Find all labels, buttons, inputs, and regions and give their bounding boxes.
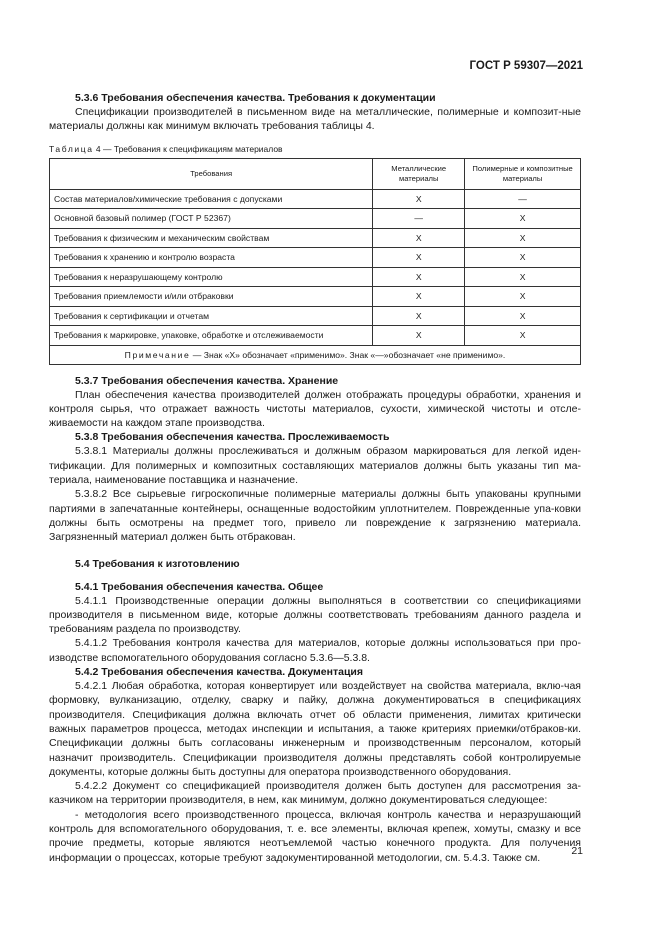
section-heading-5-4-1: 5.4.1 Требования обеспечения качества. Общее — [75, 580, 324, 593]
requirements-table — [49, 158, 581, 365]
paragraph: 5.3.8.2 Все сырьевые гигроскопичные полимерные материалы должны быть упакованы крупными партиями в запечатанные контейнеры, оснащенные водостойким уплотнителем. Поврежденные упа-ковки должны быть осмотрены на предмет того, привело ли повреждение к загрязнению материала. Загрязненный материал должен быть отбракован. — [49, 488, 581, 544]
paragraph: 5.4.2.2 Документ со спецификацией производителя должен быть доступен для рассмотрения за-казчиком на территории производителя, в нем, как минимум, должно документироваться следующее: — [49, 780, 581, 807]
table-caption-text: 4 — Требования к спецификациям материалов — [95, 143, 283, 154]
section-heading-5-4: 5.4 Требования к изготовлению — [75, 557, 240, 570]
table-cell: X — [465, 209, 581, 229]
table-cell: Требования к неразрушающему контролю — [50, 267, 373, 287]
table-caption — [49, 144, 581, 154]
table-row — [50, 326, 581, 346]
table-cell: X — [373, 228, 465, 248]
table-cell: Состав материалов/химические требования с допусками — [50, 189, 373, 209]
table-cell: Требования к маркировке, упаковке, обработке и отслеживаемости — [50, 326, 373, 346]
table-cell: Основной базовый полимер (ГОСТ Р 52367) — [50, 209, 373, 229]
table-cell: X — [373, 287, 465, 307]
page-number: 21 — [571, 845, 583, 857]
list-item: - методология всего производственного процесса, включая контроль качества и неразрушающий контроль для вспомогательного оборудования, т. е. все элементы, включая крепеж, хомуты, смазку и все прочие предметы, которые являются неотъемлемой частью конечного продукта. Для получения информации о процессах, которые требуют задокументированной методологии, см. 5.4.3. Также см. — [49, 808, 581, 864]
table-row — [50, 287, 581, 307]
table-cell: X — [373, 306, 465, 326]
table-cell: X — [373, 189, 465, 209]
table-cell: X — [465, 248, 581, 268]
table-header-row — [50, 158, 581, 189]
paragraph: План обеспечения качества производителей должен отображать процедуры обработки, хранения и контроля сырья, что отражает важность чистоты материалов, сухости, химической чистоты и отсле-живаемости на каждом этапе производства. — [49, 388, 581, 430]
table-cell: Требования к физическим и механическим свойствам — [50, 228, 373, 248]
page-content — [49, 91, 581, 865]
table-note-row — [50, 345, 581, 364]
paragraph: 5.4.2.1 Любая обработка, которая конвертирует или воздействует на свойства материала, вклю-чая формовку, вулканизацию, отделку, сварку и пайку, должна документироваться в спецификациях производителя. Спецификация должна включать отчет об области применения, лимитах критически важных параметров процесса, методах инспекции и испытания, а также критериях приемки/отбраков-ки. Спецификации должны быть согласованы инженерным и производственным персоналом, который назначит производитель. Спецификации производителя должны представлять собой контролируемые документы, которые должны быть доступны для оператора производственного оборудования. — [49, 680, 581, 778]
table-cell: Требования приемлемости и/или отбраковки — [50, 287, 373, 307]
standard-code: ГОСТ Р 59307—2021 — [469, 60, 583, 72]
table-row — [50, 267, 581, 287]
paragraph: 5.3.8.1 Материалы должны прослеживаться и должным образом маркироваться для легкой иден-тификации. Для полимерных и композитных составляющих материалов должны быть указаны тип ма-териала, наименование поставщика и назначение. — [49, 445, 581, 487]
table-cell: X — [373, 267, 465, 287]
paragraph: Спецификации производителей в письменном виде на металлические, полимерные и композит-ные материалы должны как минимум включать требования таблицы 4. — [49, 106, 581, 133]
table-row — [50, 248, 581, 268]
section-heading-5-3-6: 5.3.6 Требования обеспечения качества. Требования к документации — [75, 92, 436, 104]
table-cell: X — [465, 267, 581, 287]
section-heading-5-4-2: 5.4.2 Требования обеспечения качества. Документация — [75, 666, 363, 679]
header-metal: Металлические материалы — [373, 158, 465, 189]
table-caption-prefix: Таблица — [49, 143, 94, 154]
table-cell: — — [373, 209, 465, 229]
section-heading-5-3-8: 5.3.8 Требования обеспечения качества. Прослеживаемость — [75, 431, 390, 444]
table-row — [50, 209, 581, 229]
table-cell: — — [465, 189, 581, 209]
table-cell: X — [465, 228, 581, 248]
table-cell: Требования к сертификации и отчетам — [50, 306, 373, 326]
table-note — [50, 345, 581, 364]
section-heading-5-3-7: 5.3.7 Требования обеспечения качества. Хранение — [75, 374, 339, 387]
table-cell: X — [373, 326, 465, 346]
table-row — [50, 189, 581, 209]
note-prefix: Примечание — [124, 349, 191, 360]
table-cell: X — [373, 248, 465, 268]
table-cell: X — [465, 326, 581, 346]
header-requirements: Требования — [50, 158, 373, 189]
header-polymer: Полимерные и композитные материалы — [465, 158, 581, 189]
table-cell: X — [465, 287, 581, 307]
table-cell: Требования к хранению и контролю возраста — [50, 248, 373, 268]
table-cell: X — [465, 306, 581, 326]
paragraph: 5.4.1.1 Производственные операции должны выполняться в соответствии со спецификациями производителя в письменном виде, которые должны соответствовать требованиям данного раздела и требованиям раздела по производству. — [49, 594, 581, 636]
table-row — [50, 306, 581, 326]
table-row — [50, 228, 581, 248]
note-text: — Знак «X» обозначает «применимо». Знак «—»обозначает «не применимо». — [190, 349, 506, 360]
paragraph: 5.4.1.2 Требования контроля качества для материалов, которые должны использоваться при про-изводстве вспомогательного оборудования согласно 5.3.6—5.3.8. — [49, 637, 581, 664]
